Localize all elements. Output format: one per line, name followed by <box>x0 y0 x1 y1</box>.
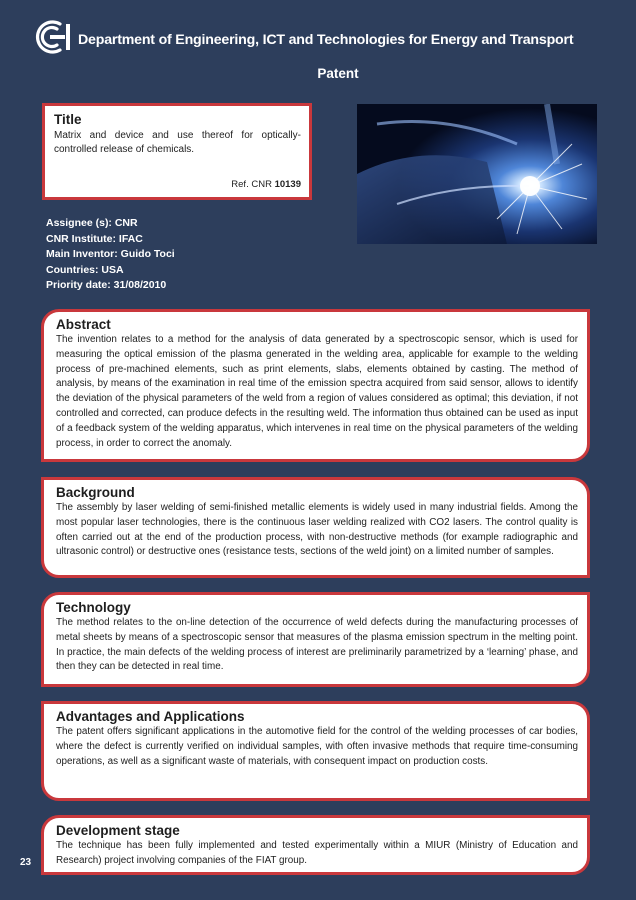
reference-label: Ref. CNR <box>231 179 272 190</box>
background-section <box>41 477 590 578</box>
priority-date: Priority date: 31/08/2010 <box>46 279 167 291</box>
cnr-logo-icon <box>30 18 72 56</box>
patent-meta <box>46 216 175 294</box>
cnr-institute: CNR Institute: IFAC <box>46 232 143 245</box>
title-description: Matrix and device and use thereof for optically-controlled release of chemicals. <box>54 130 301 155</box>
reference <box>231 179 301 190</box>
main-inventor: Main Inventor: Guido Toci <box>46 248 175 260</box>
title-heading: Title <box>54 112 82 127</box>
page-subtitle: Patent <box>317 66 359 81</box>
assignee: Assignee (s): CNR <box>46 217 138 229</box>
background-body: The assembly by laser welding of semi-finished metallic elements is widely used in many industrial fields. Among the most popular laser technologies, there is the continuous laser welding realized with CO2 lasers. The control quality is often carried out at the end of the production process, with non-destructive methods (for example radiographic and ultrasonic control) or destructive ones (resistance tests, sections of the weld joint) on a limited number of samples. <box>56 502 578 558</box>
technology-title: Technology <box>56 600 131 615</box>
abstract-body: The invention relates to a method for the analysis of data generated by a spectroscopic sensor, which is used for measuring the optical emission of the plasma generated in the welding area, applicable for example to the welding process of pre-machined elements, such as print elements, slabs, elements obtained by casting. The method of analysis, by means of the examination in real time of the emission spectra acquired from said sensor, allows to identify the deviation of the physical parameters of the weld from a region of values considered as optimal; this deviation, if not controlled and corrected, can produce defects in the resulting weld. The information thus obtained can be used as input of a feedback system of the welding apparatus, which intervenes in real time on the physical parameters of the welding process, in order to correct the anomaly. <box>56 334 578 449</box>
advantages-title: Advantages and Applications <box>56 709 245 724</box>
advantages-section <box>41 701 590 801</box>
laser-welding-illustration <box>357 104 597 244</box>
background-title: Background <box>56 485 135 500</box>
advantages-body: The patent offers significant applications in the automotive field for the control of the welding processes of car bodies, where the defect is currently verified on individual samples, with often invasive methods that require time-consuming operations, as well as a significant waste of materials, with consequent impact on production costs. <box>56 726 578 767</box>
reference-number: 10139 <box>274 179 301 190</box>
development-body: The technique has been fully implemented and tested experimentally within a MIUR (Ministry of Education and Research) project involving companies of the FIAT group. <box>56 840 578 866</box>
development-section <box>41 815 590 875</box>
department-title: Department of Engineering, ICT and Technologies for Energy and Transport <box>78 32 574 48</box>
technology-section <box>41 592 590 687</box>
abstract-title: Abstract <box>56 317 111 332</box>
laser-welding-photo <box>357 104 597 244</box>
page-number: 23 <box>20 857 32 868</box>
development-title: Development stage <box>56 823 180 838</box>
technology-body: The method relates to the on-line detection of the occurrence of weld defects during the manufacturing processes of metal sheets by means of a spectroscopic sensor that measures of the plasma emission spectrum in the melting point. In practice, the main defects of the welding process of interest are preliminarily parametrized by a ‘learning’ phase, and then they can be detected in real time. <box>56 617 578 673</box>
countries: Countries: USA <box>46 263 124 276</box>
abstract-section <box>41 309 590 462</box>
title-box <box>42 103 312 200</box>
